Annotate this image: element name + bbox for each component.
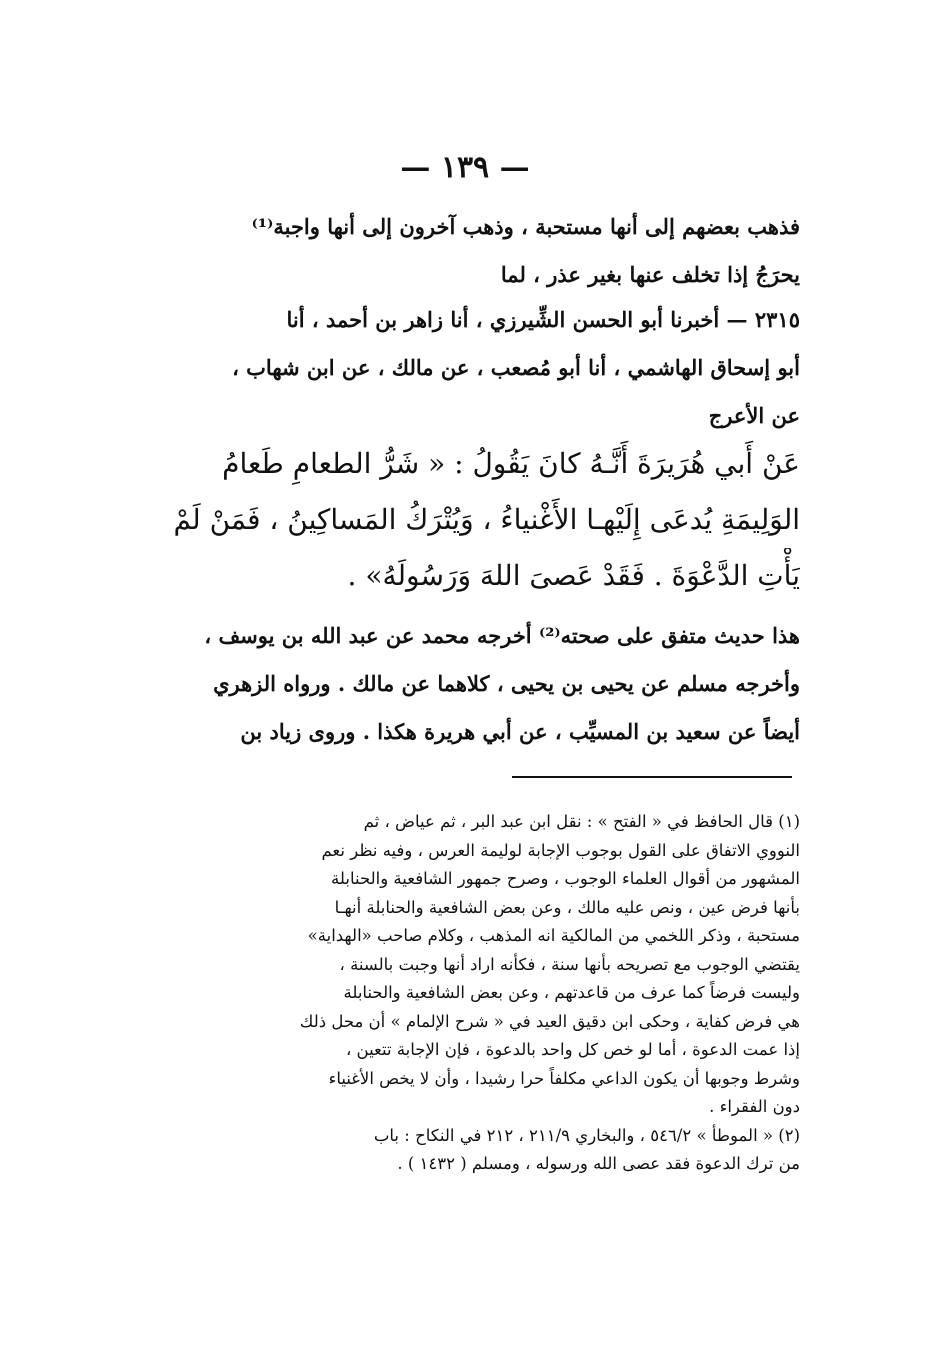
text-line: فذهب بعضهم إلى أنها مستحبة ، وذهب آخرون إلى أنها واجبة⁽¹⁾ — [251, 214, 800, 239]
paragraph-intro — [150, 203, 800, 299]
hadith-line: الوَلِيمَةِ يُدعَى إِلَيْهـا الأَغْنياءُ ، وَيُتْرَكُ المَساكِينُ ، فَمَنْ لَمْ — [173, 503, 800, 536]
footnotes — [150, 808, 800, 1179]
text-line: عن الأعرج — [708, 403, 800, 428]
footnote-line: إذا عمت الدعوة ، أما لو خص كل واحد بالدعوة ، فإن الإجابة تتعين ، — [345, 1040, 800, 1059]
footnote-line: من ترك الدعوة فقد عصى الله ورسوله ، ومسلم ( ١٤٣٢ ) . — [397, 1154, 800, 1173]
commentary-paragraph — [150, 612, 800, 756]
footnote-line: (٢) « الموطأ » ٥٤٦/٢ ، والبخاري ٢١١/٩ ، ٢١٢ في النكاح : باب — [373, 1125, 800, 1145]
footnote-line: هي فرض كفاية ، وحكى ابن دقيق العيد في « شرح الإلمام » أن محل ذلك — [299, 1011, 800, 1031]
footnote-line: النووي الاتفاق على القول بوجوب الإجابة لوليمة العرس ، وفيه نظر نعم — [321, 840, 800, 860]
footnote-line: المشهور من أقوال العلماء الوجوب ، وصرح جمهور الشافعية والحنابلة — [331, 869, 800, 888]
hadith-line: يَأْتِ الدَّعْوَةَ . فَقَدْ عَصىَ اللهَ وَرَسُولَهُ» . — [347, 559, 800, 592]
footnote-line: يقتضي الوجوب مع تصريحه بأنها سنة ، فكأنه اراد أنها وجبت بالسنة ، — [339, 954, 800, 974]
footnote-1 — [150, 808, 800, 1122]
text-line: أبو إسحاق الهاشمي ، أنا أبو مُصعب ، عن مالك ، عن ابن شهاب ، — [232, 355, 800, 380]
text-line: أيضاً عن سعيد بن المسيِّب ، عن أبي هريرة هكذا . وروى زياد بن — [240, 719, 800, 744]
hadith-line: عَنْ أَبي هُرَيرَةَ أَنَّـهُ كانَ يَقُولُ : « شَرُّ الطعامِ طَعامُ — [222, 447, 800, 480]
footnote-2 — [150, 1122, 800, 1179]
page-number: — ١٣٩ — — [400, 150, 530, 185]
isnad-paragraph — [150, 296, 800, 440]
footnote-divider — [512, 776, 792, 778]
hadith-text — [150, 436, 800, 604]
text-line: ٢٣١٥ — أخبرنا أبو الحسن الشِّيرزي ، أنا زاهر بن أحمد ، أنا — [286, 307, 800, 332]
footnote-line: وليست فرضاً كما عرف من قاعدتهم ، وعن بعض الشافعية والحنابلة — [343, 983, 800, 1002]
text-line: يحرَجُ إذا تخلف عنها بغير عذر ، لما — [500, 262, 800, 287]
text-line: وأخرجه مسلم عن يحيى بن يحيى ، كلاهما عن مالك . ورواه الزهري — [213, 671, 800, 696]
footnote-line: مستحبة ، وذكر اللخمي من المالكية انه المذهب ، وكلام صاحب «الهداية» — [307, 926, 800, 945]
text-line: هذا حديث متفق على صحته⁽²⁾ أخرجه محمد عن عبد الله بن يوسف ، — [204, 623, 800, 648]
footnote-line: بأنها فرض عين ، ونص عليه مالك ، وعن بعض الشافعية والحنابلة أنهـا — [334, 897, 800, 917]
footnote-line: وشرط وجوبها أن يكون الداعي مكلفاً حرا رشيدا ، وأن لا يخص الأغنياء — [328, 1068, 800, 1088]
footnote-line: دون الفقراء . — [709, 1097, 800, 1116]
footnote-line: (١) قال الحافظ في « الفتح » : نقل ابن عبد البر ، ثم عياض ، ثم — [363, 812, 800, 831]
